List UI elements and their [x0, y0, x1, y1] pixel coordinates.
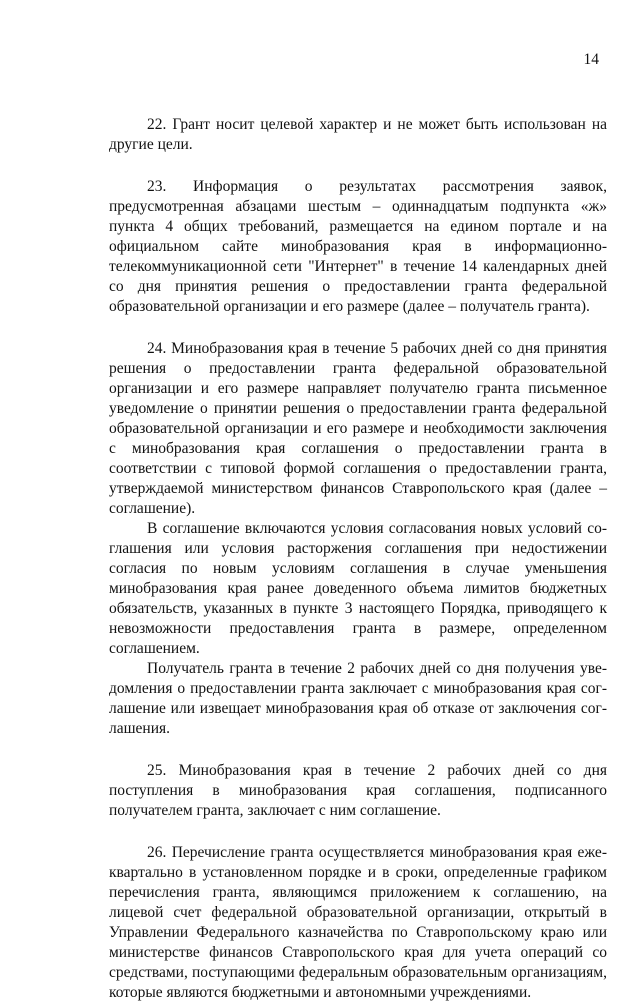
paragraph-25: 25. Минобразования края в течение 2 рабочих дней со дня поступления в минобразования края соглашения, подписанного получателем гранта, заключает с ним соглашение. — [109, 762, 607, 819]
page-number: 14 — [583, 51, 599, 68]
paragraph-24: 24. Минобразования края в течение 5 рабочих дней со дня принятия решения о предоставлении гранта федеральной образовательной организации и его размере направляет получателю гранта письменное уведомление о принятии решения о предоставлении гранта федеральной образовательной организации и его размере и необходимости заключения с минобразования края соглашения о предоставлении гранта в соответствии с типовой формой соглашения о предоставлении гранта, утверждаемой министерством финансов Ставропольского края (далее – соглашение). — [109, 340, 607, 517]
document-body — [109, 115, 607, 1003]
paragraph-26: 26. Перечисление гранта осуществляется минобразования края ежеквартально в установленном порядке и в сроки, определенные графиком перечисления гранта, являющимся приложением к соглашению, на лицевой счет федеральной образовательной организации, открытый в Управлении Федерального казначейства по Ставропольскому краю или министерстве финансов Ставропольского края для учета операций со средствами, поступающими федеральным образовательным организациям, которые являются бюджетными и автономными учреждениями. — [109, 844, 607, 1001]
paragraph-23: 23. Информация о результатах рассмотрения заявок, предусмотренная абзацами шестым – одиннадцатым подпункта «ж» пункта 4 общих требований, размещается на едином портале и на официальном сайте минобразования края в информационно-телекоммуникационной сети "Интернет" в течение 14 календарных дней со дня принятия решения о предоставлении гранта федеральной образовательной организации и его размере (далее – получатель гранта). — [109, 178, 607, 315]
paragraph-24-agreement-terms: В соглашение включаются условия согласования новых условий соглашения или условия расторжения соглашения при недостижении согласия по новым условиям соглашения в случае уменьшения минобразования края ранее доведенного объема лимитов бюджетных обязательств, указанных в пункте 3 настоящего Порядка, приводящего к невозможности предоставления гранта в размере, определенном соглашением. — [109, 520, 607, 657]
paragraph-24-recipient: Получатель гранта в течение 2 рабочих дней со дня получения уведомления о предоставлении гранта заключает с минобразования края соглашение или извещает минобразования края об отказе от заключения соглашения. — [109, 660, 607, 737]
paragraph-22: 22. Грант носит целевой характер и не может быть использован на другие цели. — [109, 116, 607, 153]
